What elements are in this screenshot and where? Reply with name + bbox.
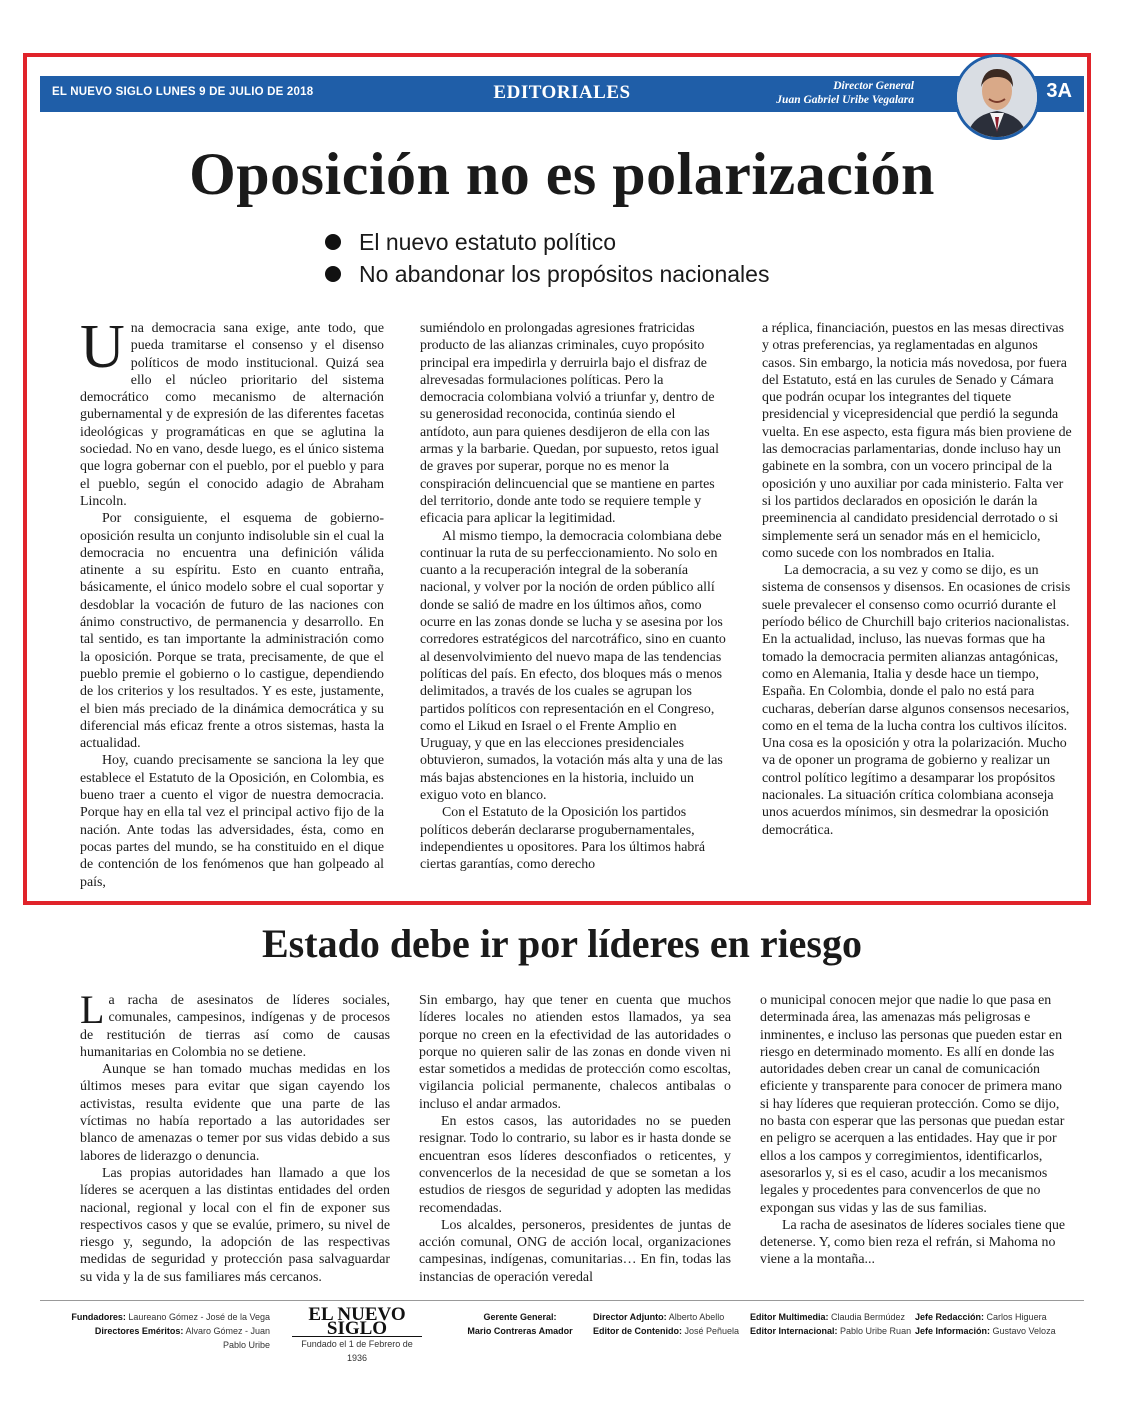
section-header-bar (40, 76, 1084, 112)
bullet-dot-icon (325, 234, 341, 250)
bullet-text: El nuevo estatuto político (359, 229, 616, 255)
newsroom-chief-label: Jefe Redacción: (915, 1312, 985, 1322)
adjunct-director-label: Director Adjunto: (593, 1312, 667, 1322)
paragraph-text: na democracia sana exige, ante todo, que pueda tramitarse el consenso y el disenso políticos de modo institucional. Quizá sea ello el núcleo prioritario del sistema democrático como mecanismo de alternación gubernamental y de expresión de las diferentes facetas ideológicas y programáticas en que se aglutina la sociedad. No en vano, desde luego, es el único sistema que logra gobernar con el pueblo, por el pueblo y para el pueblo, según el conocido adagio de Abraham Lincoln. (80, 321, 384, 509)
newspaper-logo-block (292, 1304, 422, 1365)
paragraph: Sin embargo, hay que tener en cuenta que muchos líderes locales no atienden estos llamados, ya sea porque no creen en la efectividad de las autoridades o porque no quieren salir de las zonas en donde viven ni estar sometidos a medidas de protección como escoltas, vigilancia policial permanente, chalecos antibalas o incluso el andar armados. (419, 993, 731, 1112)
paragraph: a réplica, financiación, puestos en las mesas directivas y otras preferencias, ya reglamentadas en algunos casos. Sin embargo, la noticia más novedosa, por fuera del Estatuto, está en las curules de Senado y Cámara que podrán ocupar los integrantes del tiquete presidencial y vicepresidencial que perdió la segunda vuelta. En ese aspecto, esta figura más bien proviene de las democracias parlamentarias, donde incluso hay un gabinete en la sombra, con un vocero principal de la oposición y uno auxiliar por cada ministerio. Falta ver si los partidos declarados en oposición le darán la preeminencia al candidato presidencial derrotado o si simplemente será un senador más en el hemiciclo, como sucede con los nombrados en Italia. (762, 321, 1072, 561)
adjunct-director-name: Alberto Abello (668, 1312, 725, 1322)
bullet-item (325, 226, 769, 258)
headline-bullets (325, 226, 769, 290)
editorial2-body (80, 987, 1072, 1286)
paragraph: La racha de asesinatos de líderes sociales tiene que detenerse. Y, como bien reza el refrán, si Mahoma no viene a la montaña... (760, 1217, 1066, 1268)
drop-cap: L (80, 987, 105, 1032)
portrait-image (957, 57, 1037, 137)
information-chief-label: Jefe Información: (915, 1326, 991, 1336)
bullet-dot-icon (325, 266, 341, 282)
bullet-item (325, 258, 769, 290)
masthead-date: EL NUEVO SIGLO LUNES 9 DE JULIO DE 2018 (52, 86, 314, 98)
emeritus-label: Directores Eméritos: (94, 1326, 184, 1336)
manager-block (440, 1310, 600, 1338)
section-title: EDITORIALES (493, 82, 631, 103)
manager-label: Gerente General: (483, 1312, 557, 1322)
paragraph: Hoy, cuando precisamente se sanciona la ley que establece el Estatuto de la Oposición, en Colombia, es bueno traer a cuento el vigor de nuestra democracia. Porque hay en ella tal vez el principal activo fijo de la nación. Ante todas las adversidades, ésta, como en pocas partes del mundo, se ha constituido en el dique de contención de los fenómenos que han golpeado al país, (80, 753, 384, 890)
editors-block-2 (750, 1310, 920, 1338)
paragraph: Con el Estatuto de la Oposición los partidos políticos deberán declararse progubernamentales, independientes u opositores. Para los últimos habrá ciertas garantías, como derecho (420, 805, 706, 873)
manager-name: Mario Contreras Amador (467, 1326, 573, 1336)
editors-block-3 (915, 1310, 1080, 1338)
director-label: Director General (833, 80, 914, 92)
editorial-headline: Oposición no es polarización (189, 141, 935, 207)
editors-block-1 (593, 1310, 753, 1338)
multimedia-editor-label: Editor Multimedia: (750, 1312, 829, 1322)
paragraph: Los alcaldes, personeros, presidentes de juntas de acción comunal, ONG de acción local, organizaciones campesinas, indígenas, comunitarias… En fin, todas las instancias de operación veredal (419, 1217, 731, 1285)
newsroom-chief-name: Carlos Higuera (986, 1312, 1047, 1322)
founded-date: Fundado el 1 de Febrero de 1936 (301, 1339, 413, 1363)
editorial1-body (80, 313, 1072, 891)
paragraph: La democracia, a su vez y como se dijo, es un sistema de consensos y disensos. En ocasiones de crisis suele prevalecer el consenso como ocurrió durante el período bélico de Churchill bajo criterios nacionalistas. En la actualidad, incluso, las nuevas formas que ha tomado la democracia permiten alianzas antagónicas, como en Alemania, Italia y desde hace un tiempo, España. En Colombia, donde el palo no está para cucharas, deberían darse algunos consensos necesarios, como en el tema de la lucha contra los cultivos ilícitos. Una cosa es la oposición y otra la polarización. Mucho va de oponer un programa de gobierno y realizar un control político legítimo a desamparar los propósitos nacionales. La situación crítica colombiana aconseja unos acuerdos mínimos, sin desmedrar la oposición democrática. (762, 563, 1071, 838)
information-chief-name: Gustavo Veloza (992, 1326, 1056, 1336)
footer-divider (40, 1300, 1084, 1301)
paragraph: sumiéndolo en prolongadas agresiones fratricidas producto de las alianzas criminales, cuyo propósito principal era impedirla y derruirla bajo el disfraz de alrevesadas formulaciones políticas. Pero la democracia colombiana volvió a triunfar y, dentro de su generosidad reconocida, continúa siendo el antídoto, aun para quienes desdijeron de ella con las armas y la barbarie. Quedan, por supuesto, retos igual de graves por superar, porque no es menor la conspiración delincuencial que se mantiene en partes del territorio, donde ante todo se requiere temple y eficacia para aplicar la legitimidad. (420, 321, 719, 527)
founders-block (70, 1310, 270, 1352)
editorial1-column-1 (80, 313, 384, 891)
paragraph: Por consiguiente, el esquema de gobierno-oposición resulta un conjunto indisoluble sin el cual la democracia no encuentra una definición válida atinente a su espíritu. Esto en cuanto entraña, básicamente, el único modelo sobre el cual soportar y desdoblar la vocación de futuro de las naciones con ánimo constructivo, de permanencia y desarrollo. En tal sentido, es tan importante la administración como la oposición. Porque se trata, precisamente, de que el pueblo premie el gobierno o lo castigue, dependiendo de los criterios y los resultados. Y es este, justamente, el bien más preciado de la dinámica democrática y su diferencial más eficaz frente a otros sistemas, hasta la actualidad. (80, 511, 384, 752)
director-portrait (954, 54, 1040, 140)
international-editor-name: Pablo Uribe Ruan (840, 1326, 912, 1336)
multimedia-editor-name: Claudia Bermúdez (831, 1312, 906, 1322)
drop-cap: U (80, 313, 125, 381)
page-number: 3A (1046, 80, 1072, 102)
paragraph (80, 313, 384, 510)
editorial2-column-1 (80, 987, 390, 1286)
content-editor-name: José Peñuela (684, 1326, 740, 1336)
paragraph: Al mismo tiempo, la democracia colombiana debe continuar la ruta de su perfeccionamiento. No solo en cuanto a la recuperación integral de la soberanía nacional, y volver por la noción de orden público allí donde se salió de madre en los últimos años, como ocurre en las zonas donde se lucha y se asesina por los corredores estratégicos del narcotráfico, sino en cuanto al desenvolvimiento del nuevo mapa de las tendencias políticas del país. En efecto, dos bloques más o menos delimitados, a través de los cuales se agrupan los partidos políticos con representación en el Congreso, como el Likud en Israel o el Frente Amplio en Uruguay, y que en las elecciones presidenciales obtuvieron, sumados, la votación más alta y una de las más bajas abstenciones en la historia, incluido un exiguo voto en blanco. (420, 528, 726, 804)
paragraph: En estos casos, las autoridades no se pueden resignar. Todo lo contrario, su labor es ir hasta donde se encuentran esos líderes desconfiados o reticentes, y convencerlos de la necesidad de que se sometan a los estudios de riesgos de seguridad y adopten las medidas recomendadas. (419, 1114, 731, 1216)
editorial2-column-2 (419, 992, 731, 1286)
paragraph-text: a racha de asesinatos de líderes sociales, comunales, campesinos, indígenas y de procesos de restitución de tierras así como de causas humanitarias en Colombia no se detiene. (80, 993, 390, 1060)
editorial1-column-3 (762, 320, 1072, 891)
newspaper-logo: EL NUEVO SIGLO (292, 1308, 422, 1337)
editorial2-headline: Estado debe ir por líderes en riesgo (262, 921, 862, 966)
emeritus-names: Alvaro Gómez - Juan Pablo Uribe (185, 1326, 270, 1350)
founders-names: Laureano Gómez - José de la Vega (128, 1312, 270, 1322)
director-name: Juan Gabriel Uribe Vegalara (776, 94, 914, 106)
editorial2-column-3 (760, 992, 1072, 1286)
paragraph (80, 987, 390, 1061)
founders-label: Fundadores: (71, 1312, 126, 1322)
international-editor-label: Editor Internacional: (750, 1326, 838, 1336)
paragraph: Las propias autoridades han llamado a que los líderes se acerquen a las distintas entidades del orden nacional, regional y local con el fin de exponer sus respectivos casos y que se evalúe, primero, su nivel de riesgo y, segundo, la adopción de las respectivas medidas de seguridad y protección pasa salvaguardar su vida y la de sus familiares más cercanos. (80, 1165, 390, 1285)
paragraph: Aunque se han tomado muchas medidas en los últimos meses para evitar que sigan cayendo los activistas, resulta evidente que una parte de las víctimas no había reportado a las autoridades ser blanco de amenazas o temer por sus vidas debido a sus labores de liderazgo o denuncia. (80, 1062, 390, 1164)
editorial1-column-2 (420, 320, 726, 891)
content-editor-label: Editor de Contenido: (593, 1326, 682, 1336)
bullet-text: No abandonar los propósitos nacionales (359, 261, 770, 287)
paragraph: o municipal conocen mejor que nadie lo que pasa en determinada área, las amenazas más peligrosas e inminentes, e incluso las personas que pueden estar en riesgo en determinado momento. Es allí en donde las autoridades deben crear un canal de comunicación eficiente y transparente para conocer de primera mano si hay líderes que requieran protección. Como se dijo, no basta con esperar que las personas que puedan estar en peligro se acerquen a las entidades. Hay que ir por ellos a los campos y corregimientos, identificarlos, asesorarlos y, si es el caso, acudir a los mecanismos legales y procedentes para convencerlos de que no expongan sus vidas y las de sus familias. (760, 993, 1065, 1216)
director-credit (776, 79, 914, 107)
